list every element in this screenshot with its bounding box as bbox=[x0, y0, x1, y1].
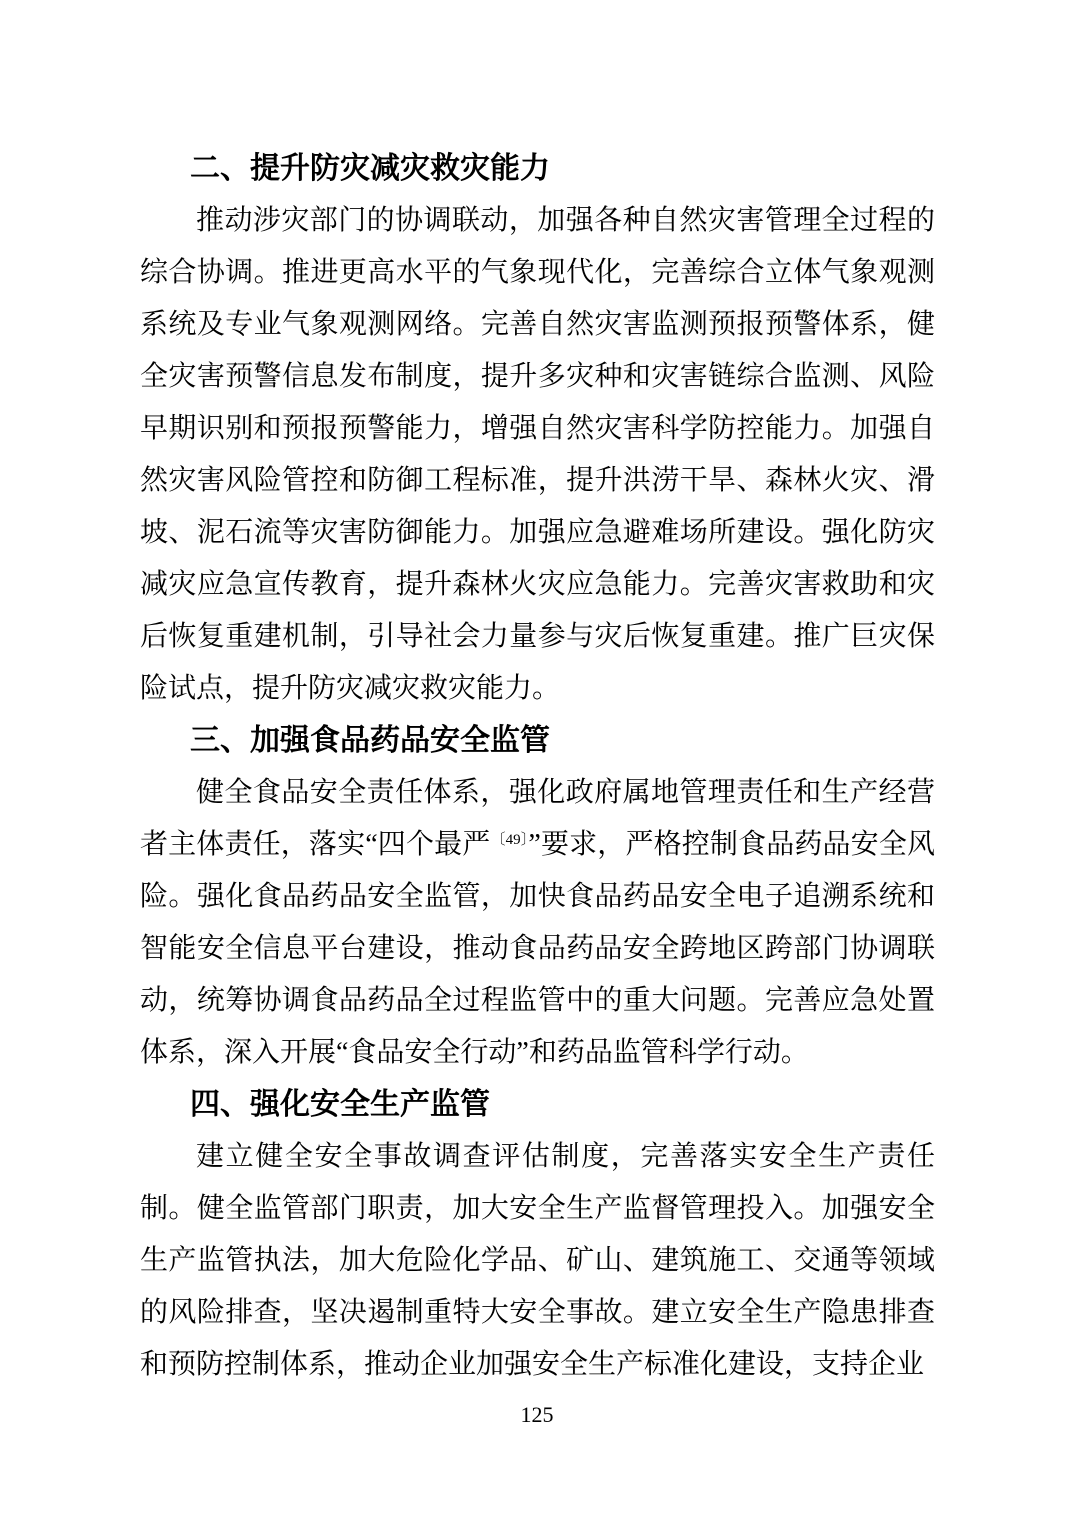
paragraph-text-before-footnote: 健全食品安全责任体系，强化政府属地管理责任和生产经营者主体责任，落实“四个最严 bbox=[140, 777, 935, 860]
document-content bbox=[140, 143, 935, 1391]
section-heading-disaster-prevention: 二、提升防灾减灾救灾能力 bbox=[190, 152, 550, 185]
paragraph-food-drug-safety bbox=[140, 767, 935, 1079]
paragraph-disaster-prevention: 推动涉灾部门的协调联动，加强各种自然灾害管理全过程的综合协调。推进更高水平的气象现代化，完善综合立体气象观测系统及专业气象观测网络。完善自然灾害监测预报预警体系，健全灾害预警信息发布制度，提升多灾种和灾害链综合监测、风险早期识别和预报预警能力，增强自然灾害科学防控能力。加强自然灾害风险管控和防御工程标准，提升洪涝干旱、森林火灾、滑坡、泥石流等灾害防御能力。加强应急避难场所建设。强化防灾减灾应急宣传教育，提升森林火灾应急能力。完善灾害救助和灾后恢复重建机制，引导社会力量参与灾后恢复重建。推广巨灾保险试点，提升防灾减灾救灾能力。 bbox=[140, 205, 935, 704]
paragraph-text-after-footnote: ”要求，严格控制食品药品安全风险。强化食品药品安全监管，加快食品药品安全电子追溯系统和智能安全信息平台建设，推动食品药品安全跨地区跨部门协调联动，统筹协调食品药品全过程监管中的重大问题。完善应急处置体系，深入开展“食品安全行动”和药品监管科学行动。 bbox=[140, 829, 935, 1068]
page-number: 125 bbox=[520, 1402, 554, 1427]
section-heading-food-drug-safety: 三、加强食品药品安全监管 bbox=[190, 724, 550, 757]
section-heading-work-safety: 四、强化安全生产监管 bbox=[190, 1088, 490, 1121]
footnote-reference-49: 〔49〕 bbox=[490, 832, 529, 848]
paragraph-work-safety: 建立健全安全事故调查评估制度，完善落实安全生产责任制。健全监管部门职责，加大安全生产监督管理投入。加强安全生产监管执法，加大危险化学品、矿山、建筑施工、交通等领域的风险排查，坚决遏制重特大安全事故。建立安全生产隐患排查和预防控制体系，推动企业加强安全生产标准化建设，支持企业 bbox=[140, 1141, 935, 1380]
